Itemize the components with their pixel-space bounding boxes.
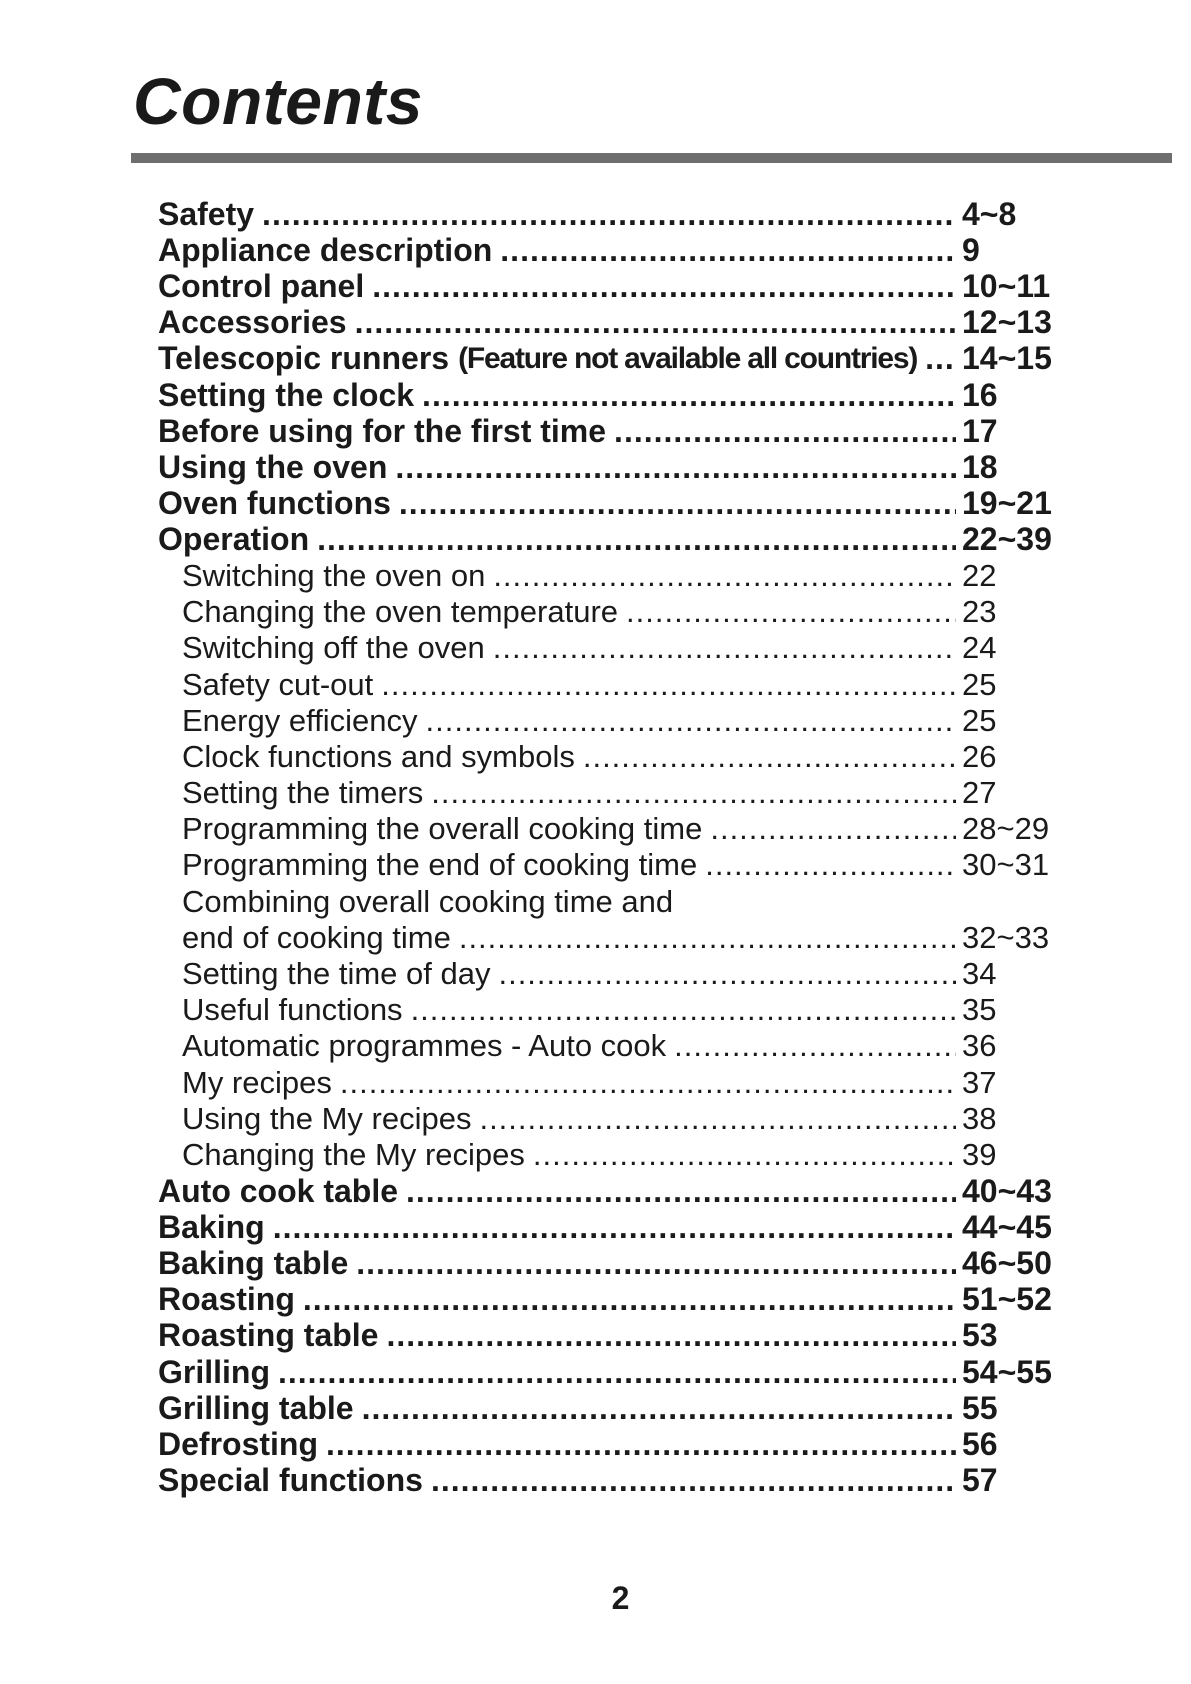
- toc-subentry[interactable]: [158, 703, 1058, 739]
- toc-entry-page: 19~21: [962, 485, 1052, 522]
- toc-entry-label: Using the My recipes: [182, 1100, 472, 1136]
- toc-entry[interactable]: [158, 1426, 1058, 1462]
- dot-leader: [395, 449, 956, 486]
- toc-entry[interactable]: [158, 1463, 1058, 1499]
- toc-subentry[interactable]: [158, 1137, 1058, 1173]
- toc-entry-label: Automatic programmes - Auto cook: [182, 1028, 667, 1064]
- toc-entry-label: Using the oven: [158, 448, 388, 485]
- dot-leader: [340, 1065, 956, 1101]
- page-title: Contents: [133, 64, 423, 138]
- dot-leader: [614, 413, 956, 450]
- toc-entry-label: end of cooking time: [182, 919, 451, 955]
- toc-entry-label: Setting the time of day: [182, 956, 491, 992]
- toc-entry-page: 4~8: [962, 195, 1017, 232]
- title-divider: [131, 153, 1172, 163]
- toc-entry-page: 17: [962, 412, 998, 449]
- toc-entry-label: Changing the My recipes: [182, 1136, 525, 1172]
- toc-entry[interactable]: [158, 196, 1058, 232]
- toc-entry-label: Roasting: [158, 1281, 295, 1318]
- toc-entry-page: 46~50: [962, 1245, 1052, 1282]
- toc-entry-label: Grilling: [158, 1353, 270, 1390]
- toc-entry-page: 56: [962, 1425, 998, 1462]
- toc-entry-label: Safety cut-out: [182, 666, 374, 702]
- toc-entry-page: 51~52: [962, 1281, 1052, 1318]
- toc-entry-page: 26: [962, 738, 997, 774]
- toc-entry-page: 22~39: [962, 521, 1052, 558]
- toc-entry-label: Telescopic runners: [158, 340, 450, 377]
- dot-leader: [498, 956, 956, 992]
- toc-entry-page: 16: [962, 376, 998, 413]
- toc-entry-label: Useful functions: [182, 992, 403, 1028]
- toc-entry-label: Setting the clock: [158, 376, 415, 413]
- dot-leader: [500, 232, 956, 269]
- toc-entry[interactable]: [158, 413, 1058, 449]
- toc-entry-label: Programming the overall cooking time: [182, 811, 703, 847]
- toc-entry[interactable]: [158, 1390, 1058, 1426]
- toc-entry-label: Defrosting: [158, 1425, 318, 1462]
- dot-leader: [317, 521, 956, 558]
- dot-leader: [372, 268, 956, 305]
- toc-entry-label: Grilling table: [158, 1389, 354, 1426]
- toc-entry-label: Special functions: [158, 1462, 423, 1499]
- toc-entry-label: Energy efficiency: [182, 702, 418, 738]
- dot-leader: [705, 847, 956, 883]
- toc-subentry[interactable]: [158, 1101, 1058, 1137]
- toc-entry-page: 53: [962, 1317, 998, 1354]
- toc-entry-label: Combining overall cooking time and: [182, 883, 674, 919]
- toc-entry-label: Control panel: [158, 267, 365, 304]
- dot-leader: [411, 992, 956, 1028]
- toc-entry-label: Switching the oven on: [182, 557, 486, 593]
- toc-entry[interactable]: [158, 341, 1058, 377]
- page-number: 2: [611, 1580, 630, 1616]
- toc-entry-label: Auto cook table: [158, 1172, 399, 1209]
- toc-subentry[interactable]: [158, 775, 1058, 811]
- dot-leader: [493, 630, 956, 666]
- toc-subentry[interactable]: [158, 1065, 1058, 1101]
- toc-entry-page: 34: [962, 956, 997, 992]
- toc-entry[interactable]: [158, 1173, 1058, 1209]
- toc-entry-label: Safety: [158, 195, 255, 232]
- toc-entry[interactable]: [158, 305, 1058, 341]
- dot-leader: [479, 1101, 956, 1137]
- dot-leader: [406, 1173, 956, 1210]
- toc-entry-label: Accessories: [158, 304, 347, 341]
- toc-entry-label: Appliance description: [158, 231, 493, 268]
- dot-leader: [303, 1281, 956, 1318]
- dot-leader: [710, 811, 956, 847]
- toc-entry-label: Baking: [158, 1208, 265, 1245]
- toc-entry-page: 32~33: [962, 919, 1050, 955]
- dot-leader: [431, 775, 956, 811]
- toc-subentry[interactable]: [158, 920, 1058, 956]
- dot-leader: [362, 1390, 956, 1427]
- toc-entry-page: 22: [962, 557, 997, 593]
- table-of-contents: [158, 196, 1058, 1499]
- toc-entry-page: 9: [962, 231, 980, 268]
- dot-leader: [422, 377, 956, 414]
- dot-leader: [356, 1245, 956, 1282]
- toc-entry-label: Changing the oven temperature: [182, 594, 619, 630]
- toc-entry-page: 25: [962, 666, 997, 702]
- toc-entry-label: Roasting table: [158, 1317, 379, 1354]
- toc-entry-page: 14~15: [962, 340, 1052, 377]
- toc-entry-label: Baking table: [158, 1245, 349, 1282]
- toc-entry-page: 28~29: [962, 811, 1050, 847]
- toc-entry-page: 36: [962, 1028, 997, 1064]
- dot-leader: [626, 594, 956, 630]
- toc-subentry[interactable]: [158, 847, 1058, 883]
- dot-leader: [459, 920, 956, 956]
- toc-entry[interactable]: [158, 1245, 1058, 1281]
- toc-subentry[interactable]: [158, 811, 1058, 847]
- toc-entry-page: 10~11: [962, 267, 1051, 304]
- toc-entry[interactable]: [158, 1318, 1058, 1354]
- toc-subentry[interactable]: [158, 1028, 1058, 1064]
- toc-entry-page: 25: [962, 702, 997, 738]
- toc-entry[interactable]: [158, 449, 1058, 485]
- dot-leader: [493, 558, 956, 594]
- toc-entry-page: 30~31: [962, 847, 1050, 883]
- toc-entry-page: 44~45: [962, 1208, 1052, 1245]
- dot-leader: [262, 196, 956, 233]
- toc-subentry[interactable]: [158, 630, 1058, 666]
- toc-entry[interactable]: [158, 522, 1058, 558]
- dot-leader: [674, 1028, 956, 1064]
- toc-entry-page: 38: [962, 1100, 997, 1136]
- toc-entry-label: Programming the end of cooking time: [182, 847, 698, 883]
- toc-subentry[interactable]: [158, 884, 1058, 920]
- dot-leader: [326, 1426, 956, 1463]
- dot-leader: [426, 703, 957, 739]
- toc-subentry[interactable]: [158, 666, 1058, 702]
- toc-entry-page: 27: [962, 775, 997, 811]
- toc-entry-page: 54~55: [962, 1353, 1052, 1390]
- toc-entry[interactable]: [158, 232, 1058, 268]
- toc-subentry[interactable]: [158, 992, 1058, 1028]
- toc-subentry[interactable]: [158, 558, 1058, 594]
- toc-entry-page: 55: [962, 1389, 998, 1426]
- toc-subentry[interactable]: [158, 739, 1058, 775]
- toc-entry[interactable]: [158, 1282, 1058, 1318]
- toc-entry-page: 40~43: [962, 1172, 1052, 1209]
- toc-entry-label: My recipes: [182, 1064, 332, 1100]
- toc-entry-page: 35: [962, 992, 997, 1028]
- toc-entry-label: Setting the timers: [182, 775, 424, 811]
- toc-entry-label: Operation: [158, 521, 310, 558]
- dot-leader: [273, 1209, 956, 1246]
- dot-leader: [278, 1354, 956, 1391]
- dot-leader: [533, 1137, 956, 1173]
- toc-entry-label: Clock functions and symbols: [182, 738, 575, 774]
- toc-entry-page: 39: [962, 1136, 997, 1172]
- toc-entry[interactable]: [158, 1209, 1058, 1245]
- dot-leader: [399, 485, 956, 522]
- toc-entry-page: 57: [962, 1462, 998, 1499]
- toc-entry-page: 37: [962, 1064, 997, 1100]
- toc-entry[interactable]: [158, 486, 1058, 522]
- toc-entry[interactable]: [158, 268, 1058, 304]
- dot-leader: [386, 1317, 956, 1354]
- toc-entry-label: Oven functions: [158, 485, 391, 522]
- dot-leader: [381, 667, 956, 703]
- toc-subentry[interactable]: [158, 956, 1058, 992]
- dot-leader: [355, 304, 956, 341]
- toc-entry-note: (Feature not available all countries): [458, 341, 918, 375]
- toc-entry-page: 12~13: [962, 304, 1052, 341]
- toc-entry-page: 24: [962, 630, 997, 666]
- toc-subentry[interactable]: [158, 594, 1058, 630]
- toc-entry[interactable]: [158, 377, 1058, 413]
- dot-leader: [925, 340, 956, 377]
- toc-entry-label: Before using for the first time: [158, 412, 607, 449]
- toc-entry-page: 18: [962, 448, 998, 485]
- dot-leader: [431, 1462, 956, 1499]
- toc-entry-label: Switching off the oven: [182, 630, 485, 666]
- dot-leader: [583, 739, 956, 775]
- toc-entry-page: 23: [962, 594, 997, 630]
- toc-entry[interactable]: [158, 1354, 1058, 1390]
